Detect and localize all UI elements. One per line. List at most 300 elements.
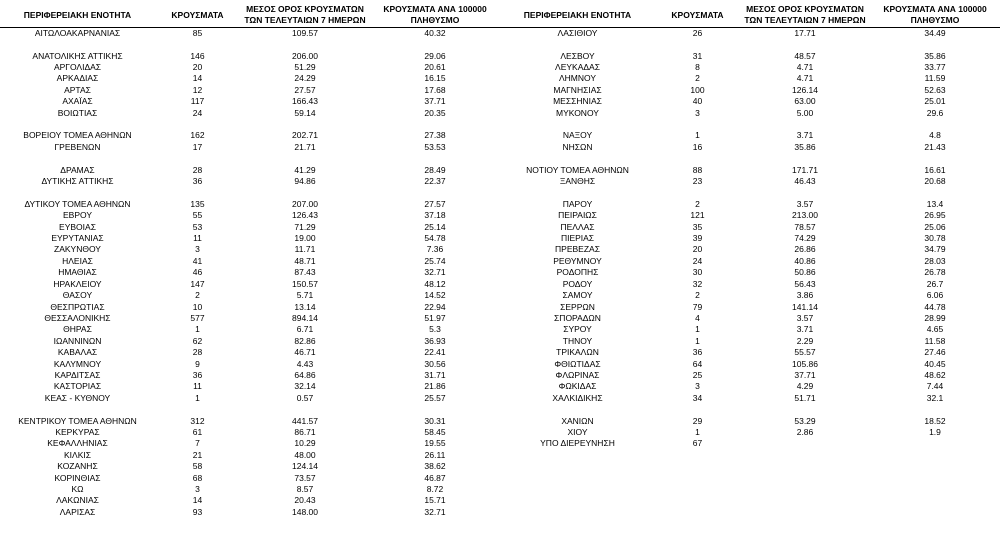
cell-region-right: ΦΘΙΩΤΙΔΑΣ xyxy=(554,358,601,369)
cell-cases-left xyxy=(155,153,240,164)
cell-region-left xyxy=(0,404,155,415)
table-row xyxy=(0,313,1000,324)
cell-average-right: 171.71 xyxy=(792,164,818,175)
cell-region-left: ΘΑΣΟΥ xyxy=(62,290,93,301)
cell-average-right: 53.29 xyxy=(794,415,816,426)
table-row xyxy=(0,222,1000,233)
cell-region-left: ΗΜΑΘΙΑΣ xyxy=(58,267,97,278)
cell-cases-right xyxy=(655,119,740,130)
cell-cases-right: 121 xyxy=(690,210,705,221)
cell-per100k-right: 32.1 xyxy=(926,392,944,403)
cell-cases-left: 28 xyxy=(192,164,203,175)
cell-region-right: ΧΑΝΙΩΝ xyxy=(561,415,594,426)
cell-cases-left: 93 xyxy=(192,506,203,517)
cell-cases-left: 11 xyxy=(193,381,202,392)
cell-cases-left xyxy=(155,187,240,198)
cell-per100k-right xyxy=(870,153,1000,164)
cell-region-right: ΠΕΙΡΑΙΩΣ xyxy=(558,210,597,221)
cell-average-right: 3.71 xyxy=(796,324,814,335)
table-row xyxy=(0,51,1000,62)
table-row xyxy=(0,27,1000,39)
cell-average-right: 126.14 xyxy=(792,84,818,95)
cell-cases-left: 24 xyxy=(192,107,203,118)
header-per100k-right xyxy=(870,4,1000,27)
table-row xyxy=(0,393,1000,404)
cell-cases-right: 20 xyxy=(692,244,703,255)
cell-average-left: 82.86 xyxy=(294,335,316,346)
cell-cases-right: 3 xyxy=(695,107,700,118)
cell-per100k-right: 26.78 xyxy=(924,267,946,278)
cell-cases-right: 8 xyxy=(695,62,700,73)
cell-per100k-right: 4.65 xyxy=(926,324,944,335)
cell-cases-right xyxy=(655,153,740,164)
cell-average-left: 59.14 xyxy=(294,107,316,118)
cell-cases-left: 46 xyxy=(192,267,203,278)
cell-per100k-right: 26.95 xyxy=(924,210,946,221)
cell-average-left: 202.71 xyxy=(292,130,318,141)
cell-cases-left xyxy=(155,119,240,130)
cell-cases-right: 36 xyxy=(692,347,703,358)
cell-average-right xyxy=(740,119,870,130)
cell-region-left: ΖΑΚΥΝΘΟΥ xyxy=(54,244,101,255)
cell-cases-left: 577 xyxy=(190,312,205,323)
table-row xyxy=(0,108,1000,119)
cell-per100k-right xyxy=(870,495,1000,506)
cell-per100k-left: 32.71 xyxy=(424,506,446,517)
cell-average-left xyxy=(240,404,370,415)
cell-per100k-left: 26.11 xyxy=(424,449,446,460)
cell-per100k-right xyxy=(870,39,1000,50)
table-spacer-row xyxy=(0,404,1000,415)
cell-per100k-right: 48.62 xyxy=(924,369,946,380)
cell-cases-right xyxy=(655,507,740,518)
header-region-right: ΠΕΡΙΦΕΡΕΙΑΚΗ ΕΝΟΤΗΤΑ xyxy=(500,4,655,27)
cell-cases-right: 23 xyxy=(692,176,703,187)
cell-per100k-left: 5.3 xyxy=(429,324,441,335)
cell-cases-right: 1 xyxy=(695,324,700,335)
cell-region-right: ΞΑΝΘΗΣ xyxy=(559,176,596,187)
cell-per100k-right xyxy=(870,187,1000,198)
cell-region-left xyxy=(0,39,155,50)
cell-per100k-left: 25.57 xyxy=(424,392,446,403)
cell-cases-right xyxy=(655,473,740,484)
cell-cases-left: 14 xyxy=(192,495,203,506)
cell-cases-right: 34 xyxy=(692,392,703,403)
cell-average-right: 50.86 xyxy=(794,267,816,278)
cell-region-left: ΛΑΚΩΝΙΑΣ xyxy=(56,495,99,506)
cell-cases-right: 30 xyxy=(692,267,703,278)
cell-per100k-left: 48.12 xyxy=(424,278,446,289)
cell-cases-left: 117 xyxy=(190,96,205,107)
cell-region-right xyxy=(500,473,655,484)
cell-average-left: 51.29 xyxy=(294,62,316,73)
cell-region-right: ΜΕΣΣΗΝΙΑΣ xyxy=(553,96,602,107)
cell-per100k-right: 26.7 xyxy=(926,278,944,289)
cell-average-left: 73.57 xyxy=(294,472,316,483)
cell-region-left: ΚΕΡΚΥΡΑΣ xyxy=(55,426,100,437)
cell-region-left: ΘΕΣΠΡΩΤΙΑΣ xyxy=(50,301,105,312)
cell-region-left xyxy=(0,119,155,130)
cell-average-right: 2.29 xyxy=(796,335,814,346)
cell-average-left xyxy=(240,39,370,50)
cell-average-right: 3.57 xyxy=(796,312,814,323)
cell-cases-left: 11 xyxy=(193,233,202,244)
cell-average-right xyxy=(740,404,870,415)
cell-average-right: 4.29 xyxy=(796,381,814,392)
cell-average-left: 8.57 xyxy=(296,483,314,494)
cell-per100k-left: 19.55 xyxy=(424,438,446,449)
table-row xyxy=(0,73,1000,84)
cell-region-left: ΑΡΚΑΔΙΑΣ xyxy=(56,73,99,84)
cell-average-right: 51.71 xyxy=(794,392,816,403)
cell-per100k-right: 34.49 xyxy=(924,27,946,38)
cell-region-left: ΚΑΛΥΜΝΟΥ xyxy=(53,358,102,369)
table-row xyxy=(0,347,1000,358)
table-row xyxy=(0,450,1000,461)
cell-cases-right: 64 xyxy=(692,358,703,369)
cell-per100k-left: 15.71 xyxy=(424,495,446,506)
cell-region-left xyxy=(0,153,155,164)
cell-cases-left: 14 xyxy=(192,73,203,84)
cell-cases-right: 1 xyxy=(695,130,700,141)
table-row xyxy=(0,302,1000,313)
cell-cases-left: 1 xyxy=(195,324,200,335)
cell-cases-left: 17 xyxy=(192,141,203,152)
cell-per100k-left: 32.71 xyxy=(424,267,446,278)
cell-cases-left: 12 xyxy=(192,84,203,95)
cell-region-right: ΝΗΣΩΝ xyxy=(562,141,593,152)
cell-region-right: ΛΑΣΙΘΙΟΥ xyxy=(557,27,598,38)
cell-average-left: 46.71 xyxy=(294,347,316,358)
cell-per100k-right: 29.6 xyxy=(926,107,944,118)
cell-per100k-left: 53.53 xyxy=(424,141,446,152)
table-row xyxy=(0,130,1000,141)
cell-average-right: 5.00 xyxy=(796,107,814,118)
cell-region-right xyxy=(500,119,655,130)
table-row xyxy=(0,256,1000,267)
table-row xyxy=(0,427,1000,438)
cell-per100k-left: 37.71 xyxy=(424,96,446,107)
cell-per100k-right xyxy=(870,119,1000,130)
table-row xyxy=(0,370,1000,381)
cell-region-left: ΒΟΡΕΙΟΥ ΤΟΜΕΑ ΑΘΗΝΩΝ xyxy=(23,130,132,141)
cell-per100k-right: 28.03 xyxy=(924,255,946,266)
cell-per100k-left: 40.32 xyxy=(424,27,446,38)
cell-region-left: ΚΕΑΣ - ΚΥΘΝΟΥ xyxy=(44,392,111,403)
cell-region-left: ΛΑΡΙΣΑΣ xyxy=(59,506,96,517)
table-spacer-row xyxy=(0,153,1000,164)
cell-region-left: ΑΝΑΤΟΛΙΚΗΣ ΑΤΤΙΚΗΣ xyxy=(32,50,123,61)
cell-average-right: 26.86 xyxy=(794,244,816,255)
cell-region-right xyxy=(500,39,655,50)
cell-region-left: ΑΧΑΪΑΣ xyxy=(62,96,93,107)
cell-per100k-left xyxy=(370,39,500,50)
cell-average-right: 3.86 xyxy=(796,290,814,301)
cell-average-left: 87.43 xyxy=(294,267,316,278)
cell-average-right xyxy=(740,507,870,518)
cell-per100k-left: 17.68 xyxy=(424,84,446,95)
cell-cases-right: 26 xyxy=(692,27,703,38)
header-region-left: ΠΕΡΙΦΕΡΕΙΑΚΗ ΕΝΟΤΗΤΑ xyxy=(0,4,155,27)
cell-per100k-left: 14.52 xyxy=(424,290,446,301)
cell-average-right: 3.57 xyxy=(796,198,814,209)
cell-cases-left: 147 xyxy=(190,278,205,289)
cell-average-right: 40.86 xyxy=(794,255,816,266)
cell-cases-right xyxy=(655,450,740,461)
cell-average-left xyxy=(240,153,370,164)
cell-per100k-left: 38.62 xyxy=(424,461,446,472)
cell-region-right: ΛΕΥΚΑΔΑΣ xyxy=(555,62,600,73)
cell-per100k-left: 36.93 xyxy=(424,335,446,346)
cell-region-right xyxy=(500,484,655,495)
cell-average-left: 6.71 xyxy=(296,324,314,335)
cell-per100k-left: 46.87 xyxy=(424,472,446,483)
cell-region-right: ΣΑΜΟΥ xyxy=(562,290,593,301)
cell-per100k-right xyxy=(870,507,1000,518)
cell-average-right: 3.71 xyxy=(796,130,814,141)
table-row xyxy=(0,279,1000,290)
cell-cases-left: 41 xyxy=(192,255,203,266)
cell-average-left: 13.14 xyxy=(294,301,316,312)
cell-average-left: 48.00 xyxy=(294,449,316,460)
cell-region-right: ΡΟΔΟΠΗΣ xyxy=(556,267,599,278)
cell-region-left: ΒΟΙΩΤΙΑΣ xyxy=(57,107,98,118)
cell-cases-left: 85 xyxy=(192,27,203,38)
cell-region-left: ΑΡΤΑΣ xyxy=(64,84,91,95)
cell-average-left: 41.29 xyxy=(294,164,316,175)
cell-per100k-right: 25.01 xyxy=(924,96,946,107)
cell-region-left: ΓΡΕΒΕΝΩΝ xyxy=(54,141,101,152)
cell-average-right: 213.00 xyxy=(792,210,818,221)
cell-average-right: 78.57 xyxy=(794,221,816,232)
cell-average-left: 24.29 xyxy=(294,73,316,84)
cell-cases-right: 4 xyxy=(695,312,700,323)
cell-cases-left: 62 xyxy=(192,335,203,346)
cell-average-left: 21.71 xyxy=(294,141,316,152)
cell-per100k-right xyxy=(870,404,1000,415)
cell-average-left: 207.00 xyxy=(292,198,318,209)
cell-cases-right: 32 xyxy=(692,278,703,289)
cell-cases-right: 35 xyxy=(692,221,703,232)
cell-per100k-left: 22.94 xyxy=(424,301,446,312)
header-average-left-line1: ΜΕΣΟΣ ΟΡΟΣ ΚΡΟΥΣΜΑΤΩΝ xyxy=(246,4,364,14)
cell-cases-right xyxy=(655,495,740,506)
cell-region-left xyxy=(0,187,155,198)
cell-region-right: ΠΙΕΡΙΑΣ xyxy=(560,233,595,244)
cell-cases-left: 21 xyxy=(192,449,203,460)
cell-cases-left: 61 xyxy=(192,426,203,437)
cell-average-left: 10.29 xyxy=(294,438,316,449)
cell-region-right: ΤΗΝΟΥ xyxy=(562,335,593,346)
header-cases-left: ΚΡΟΥΣΜΑΤΑ xyxy=(155,4,240,27)
cell-cases-left xyxy=(155,404,240,415)
cell-cases-left: 20 xyxy=(192,62,203,73)
header-per100k-left-line2: ΠΛΗΘΥΣΜΟ xyxy=(410,15,460,26)
cell-cases-right: 1 xyxy=(695,335,700,346)
cell-region-left: ΚΟΖΑΝΗΣ xyxy=(57,461,98,472)
cell-cases-left: 68 xyxy=(192,472,203,483)
cell-average-right: 74.29 xyxy=(794,233,816,244)
cell-average-left: 94.86 xyxy=(294,176,316,187)
cell-average-left: 19.00 xyxy=(294,233,316,244)
cell-average-left: 5.71 xyxy=(296,290,314,301)
cell-region-left: ΔΥΤΙΚΟΥ ΤΟΜΕΑ ΑΘΗΝΩΝ xyxy=(24,198,131,209)
cell-per100k-right xyxy=(870,438,1000,449)
header-per100k-left xyxy=(370,4,500,27)
cell-average-left: 4.43 xyxy=(296,358,314,369)
cell-region-right xyxy=(500,461,655,472)
cell-per100k-right: 28.99 xyxy=(924,312,946,323)
cell-per100k-right xyxy=(870,461,1000,472)
cell-cases-left: 1 xyxy=(195,392,200,403)
cell-region-left: ΚΟΡΙΝΘΙΑΣ xyxy=(54,472,101,483)
cell-region-right: ΠΕΛΛΑΣ xyxy=(560,221,595,232)
header-average-right-line2: ΤΩΝ ΤΕΛΕΥΤΑΙΩΝ 7 ΗΜΕΡΩΝ xyxy=(744,15,866,26)
cell-average-left: 441.57 xyxy=(292,415,318,426)
cell-average-right: 4.71 xyxy=(796,73,814,84)
cell-cases-right: 100 xyxy=(690,84,705,95)
table-row xyxy=(0,267,1000,278)
cell-cases-left: 9 xyxy=(195,358,200,369)
cell-cases-left xyxy=(155,39,240,50)
cell-per100k-left xyxy=(370,119,500,130)
cell-region-right: ΣΠΟΡΑΔΩΝ xyxy=(554,312,601,323)
cell-average-right: 4.71 xyxy=(796,62,814,73)
cell-cases-right xyxy=(655,484,740,495)
table-spacer-row xyxy=(0,187,1000,198)
cell-per100k-left xyxy=(370,404,500,415)
cell-cases-right: 40 xyxy=(692,96,703,107)
cell-cases-right: 29 xyxy=(692,415,703,426)
cell-average-left: 109.57 xyxy=(292,27,318,38)
cell-region-right xyxy=(500,153,655,164)
cell-average-right: 37.71 xyxy=(794,369,816,380)
cell-per100k-right: 1.9 xyxy=(929,426,941,437)
table-row xyxy=(0,484,1000,495)
cell-region-right: ΦΛΩΡΙΝΑΣ xyxy=(555,369,600,380)
cell-per100k-left: 7.36 xyxy=(426,244,444,255)
cell-average-right xyxy=(740,187,870,198)
cell-per100k-left: 16.15 xyxy=(424,73,446,84)
cell-per100k-right: 20.68 xyxy=(924,176,946,187)
cell-average-right xyxy=(740,153,870,164)
table-row xyxy=(0,507,1000,518)
table-row xyxy=(0,244,1000,255)
cell-cases-right xyxy=(655,461,740,472)
cell-average-right xyxy=(740,473,870,484)
cell-region-right xyxy=(500,507,655,518)
cell-cases-left: 3 xyxy=(195,483,200,494)
cell-per100k-left: 30.31 xyxy=(424,415,446,426)
cell-cases-left: 36 xyxy=(192,369,203,380)
cell-region-right: ΜΥΚΟΝΟΥ xyxy=(556,107,599,118)
cell-cases-left: 7 xyxy=(195,438,200,449)
cell-region-right: ΝΑΞΟΥ xyxy=(562,130,593,141)
cell-per100k-right: 52.63 xyxy=(924,84,946,95)
table-row xyxy=(0,142,1000,153)
cell-average-left xyxy=(240,119,370,130)
cell-per100k-right: 21.43 xyxy=(924,141,946,152)
cell-average-right: 56.43 xyxy=(794,278,816,289)
table-row xyxy=(0,381,1000,392)
cell-average-left: 20.43 xyxy=(294,495,316,506)
cell-cases-right xyxy=(655,404,740,415)
cell-cases-right: 79 xyxy=(692,301,703,312)
cell-average-right: 2.86 xyxy=(796,426,814,437)
table-row xyxy=(0,210,1000,221)
cell-per100k-right: 13.4 xyxy=(926,198,944,209)
regional-cases-table xyxy=(0,4,1000,518)
cell-per100k-right: 7.44 xyxy=(926,381,944,392)
table-body xyxy=(0,27,1000,518)
cell-per100k-left: 27.57 xyxy=(424,198,446,209)
cell-average-left: 71.29 xyxy=(294,221,316,232)
cell-cases-right: 39 xyxy=(692,233,703,244)
cell-cases-right: 24 xyxy=(692,255,703,266)
cell-cases-right: 16 xyxy=(692,141,703,152)
header-average-left-line2: ΤΩΝ ΤΕΛΕΥΤΑΙΩΝ 7 ΗΜΕΡΩΝ xyxy=(244,15,366,26)
cell-region-left: ΚΩ xyxy=(71,483,84,494)
table-row xyxy=(0,495,1000,506)
cell-per100k-left: 28.49 xyxy=(424,164,446,175)
cell-per100k-right: 11.59 xyxy=(924,73,946,84)
cell-region-left: ΘΗΡΑΣ xyxy=(63,324,92,335)
cell-per100k-right: 6.06 xyxy=(926,290,944,301)
cell-region-left: ΚΕΦΑΛΛΗΝΙΑΣ xyxy=(47,438,108,449)
cell-per100k-left: 54.78 xyxy=(424,233,446,244)
cell-cases-left: 3 xyxy=(195,244,200,255)
cell-region-left: ΕΥΡΥΤΑΝΙΑΣ xyxy=(51,233,104,244)
cell-cases-right: 25 xyxy=(692,369,703,380)
table-row xyxy=(0,290,1000,301)
cell-average-right: 35.86 xyxy=(794,141,816,152)
cell-per100k-right: 27.46 xyxy=(924,347,946,358)
cell-cases-right: 2 xyxy=(695,290,700,301)
cell-average-left: 86.71 xyxy=(294,426,316,437)
cell-per100k-left: 58.45 xyxy=(424,426,446,437)
cell-average-right xyxy=(740,450,870,461)
cell-average-right xyxy=(740,484,870,495)
table-row xyxy=(0,233,1000,244)
cell-region-right: ΣΥΡΟΥ xyxy=(563,324,592,335)
cell-region-right: ΦΩΚΙΔΑΣ xyxy=(558,381,597,392)
cell-region-left: ΑΙΤΩΛΟΑΚΑΡΝΑΝΙΑΣ xyxy=(34,27,121,38)
cell-average-left: 32.14 xyxy=(294,381,316,392)
cell-average-left: 64.86 xyxy=(294,369,316,380)
table-row xyxy=(0,176,1000,187)
cell-per100k-left: 25.14 xyxy=(424,221,446,232)
cell-average-right: 141.14 xyxy=(792,301,818,312)
header-average-right-line1: ΜΕΣΟΣ ΟΡΟΣ ΚΡΟΥΣΜΑΤΩΝ xyxy=(746,4,864,14)
cell-region-left: ΚΕΝΤΡΙΚΟΥ ΤΟΜΕΑ ΑΘΗΝΩΝ xyxy=(18,415,137,426)
cell-region-left: ΚΙΛΚΙΣ xyxy=(64,449,91,460)
cell-cases-left: 28 xyxy=(192,347,203,358)
cell-region-left: ΘΕΣΣΑΛΟΝΙΚΗΣ xyxy=(44,312,111,323)
cell-cases-right xyxy=(655,39,740,50)
cell-average-right: 63.00 xyxy=(794,96,816,107)
cell-average-left: 126.43 xyxy=(292,210,318,221)
cell-per100k-right: 30.78 xyxy=(924,233,946,244)
cell-average-left: 27.57 xyxy=(294,84,316,95)
cell-average-right: 55.57 xyxy=(794,347,816,358)
cell-region-right: ΜΑΓΝΗΣΙΑΣ xyxy=(553,84,602,95)
cell-region-right xyxy=(500,404,655,415)
header-per100k-right-line2: ΠΛΗΘΥΣΜΟ xyxy=(910,15,960,26)
header-average-right xyxy=(740,4,870,27)
cell-per100k-right: 4.8 xyxy=(929,130,941,141)
cell-average-left: 166.43 xyxy=(292,96,318,107)
table-row xyxy=(0,199,1000,210)
